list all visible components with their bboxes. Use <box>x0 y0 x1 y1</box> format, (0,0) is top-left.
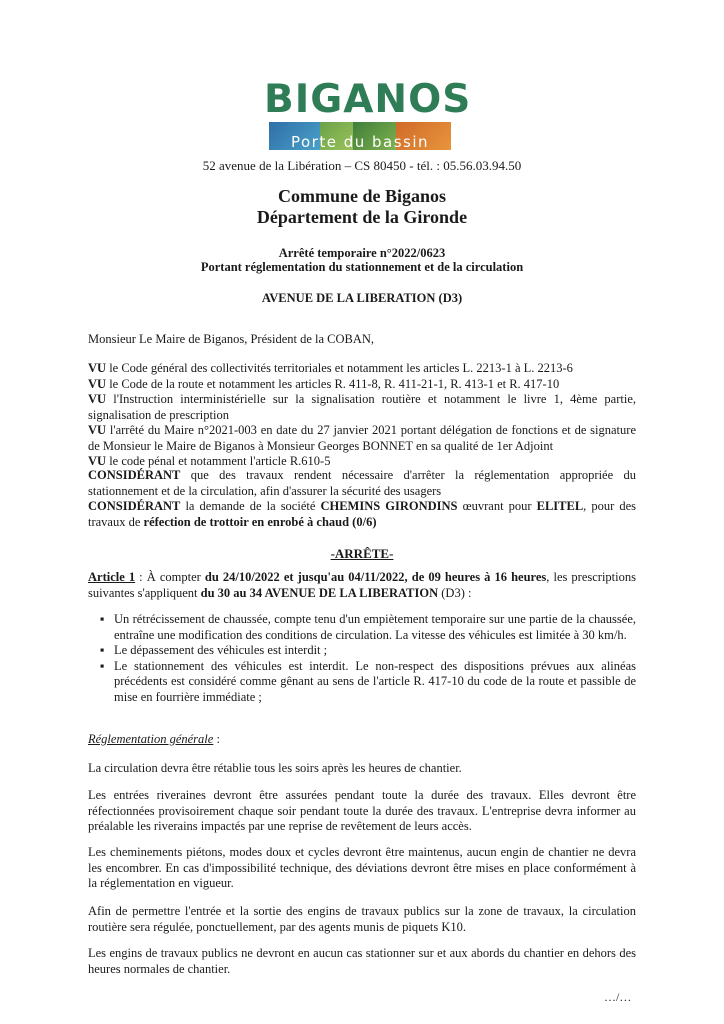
paragraph: Les entrées riveraines devront être assurées pendant toute la durée des travaux. Elles devront être réfectionnées provisoirement chaque soir pendant toute la durée des travaux. L'entreprise devra informer au préalable les riverains impactés par une reprise de revêtement de leurs accès. <box>88 788 636 833</box>
bullet-icon: ▪ <box>100 643 105 657</box>
logo-title: BIGANOS <box>264 77 472 122</box>
continuation-mark: …/… <box>604 990 632 1004</box>
paragraph: Les cheminements piétons, modes doux et cycles devront être maintenus, aucun engin de chantier ne devra les encombrer. En cas d'impossibilité technique, des déviations devront être mises en place conformément à la réglementation en vigueur. <box>88 845 636 890</box>
considerant-2: CONSIDÉRANT la demande de la société CHEMINS GIRONDINS œuvrant pour ELITEL, pour des travaux de réfection de trottoir en enrobé à chaud (0/6) <box>88 499 637 529</box>
commune-title: Commune de Biganos <box>277 186 447 206</box>
vu-item: VU l'Instruction interministérielle sur la signalisation routière et notamment le livre 1, 4ème partie, signalisation de prescription <box>88 392 636 422</box>
intro-line: Monsieur Le Maire de Biganos, Président de la COBAN, <box>88 332 375 346</box>
departement-title: Département de la Gironde <box>256 207 468 227</box>
considerant-1: CONSIDÉRANT que des travaux rendent nécessaire d'arrêter la réglementation appropriée du stationnement et de la circulation, afin d'assurer la sécurité des usagers <box>88 468 636 498</box>
list-item: ▪ Le dépassement des véhicules est interdit ; <box>100 643 328 657</box>
paragraph: Les engins de travaux publics ne devront en aucun cas stationner sur et aux abords du chantier en dehors des heures normales de chantier. <box>88 946 636 976</box>
vu-list <box>88 361 636 470</box>
arrete-number: Arrêté temporaire n°2022/0623 <box>278 246 446 260</box>
paragraph: La circulation devra être rétablie tous les soirs après les heures de chantier. <box>88 761 462 775</box>
bullet-icon: ▪ <box>100 612 105 626</box>
vu-item: VU le Code de la route et notamment les articles R. 411-8, R. 411-21-1, R. 413-1 et R. 417-10 <box>88 376 560 391</box>
list-item: ▪ Le stationnement des véhicules est interdit. Le non-respect des dispositions prévues aux alinéas précédents est considéré comme gênant au sens de l'article R. 417-10 du code de la route et passible de mise en fourrière immédiate ; <box>100 658 636 704</box>
list-item: ▪ Un rétrécissement de chaussée, compte tenu d'un empiètement temporaire sur une partie de la chaussée, entraîne une modification des conditions de circulation. La vitesse des véhicules est limitée à 30 km/h. <box>100 612 636 642</box>
vu-item: VU le Code général des collectivités territoriales et notamment les articles L. 2213-1 à L. 2213-6 <box>88 361 573 375</box>
article-1-label: Article 1 <box>88 570 136 584</box>
prescriptions-list <box>88 612 636 705</box>
bullet-icon: ▪ <box>100 658 105 673</box>
paragraph: Afin de permettre l'entrée et la sortie des engins de travaux publics sur la zone de travaux, la circulation routière sera régulée, ponctuellement, par des agents munis de piquets K10. <box>88 904 636 934</box>
location-title: AVENUE DE LA LIBERATION (D3) <box>261 291 463 305</box>
vu-item: VU l'arrêté du Maire n°2021-003 en date du 27 janvier 2021 portant délégation de fonctions et de signature de Monsieur le Maire de Biganos à Monsieur Georges BONNET en sa qualité de 1er Adjoint <box>88 423 636 453</box>
arrete-object: Portant réglementation du stationnement et de la circulation <box>200 260 524 274</box>
article-1: Article 1 : À compter du 24/10/2022 et jusqu'au 04/11/2022, de 09 heures à 16 heures, les prescriptions suivantes s'appliquent du 30 au 34 AVENUE DE LA LIBERATION (D3) : <box>88 570 636 600</box>
arrete-heading: -ARRÊTE- <box>330 546 394 561</box>
address-line: 52 avenue de la Libération – CS 80450 - tél. : 05.56.03.94.50 <box>202 158 522 173</box>
logo-subtitle: Porte du bassin <box>290 133 430 151</box>
reglementation-heading: Réglementation générale : <box>88 732 220 746</box>
biganos-logo <box>264 77 472 154</box>
vu-item: VU le code pénal et notamment l'article R.610-5 <box>88 454 331 468</box>
